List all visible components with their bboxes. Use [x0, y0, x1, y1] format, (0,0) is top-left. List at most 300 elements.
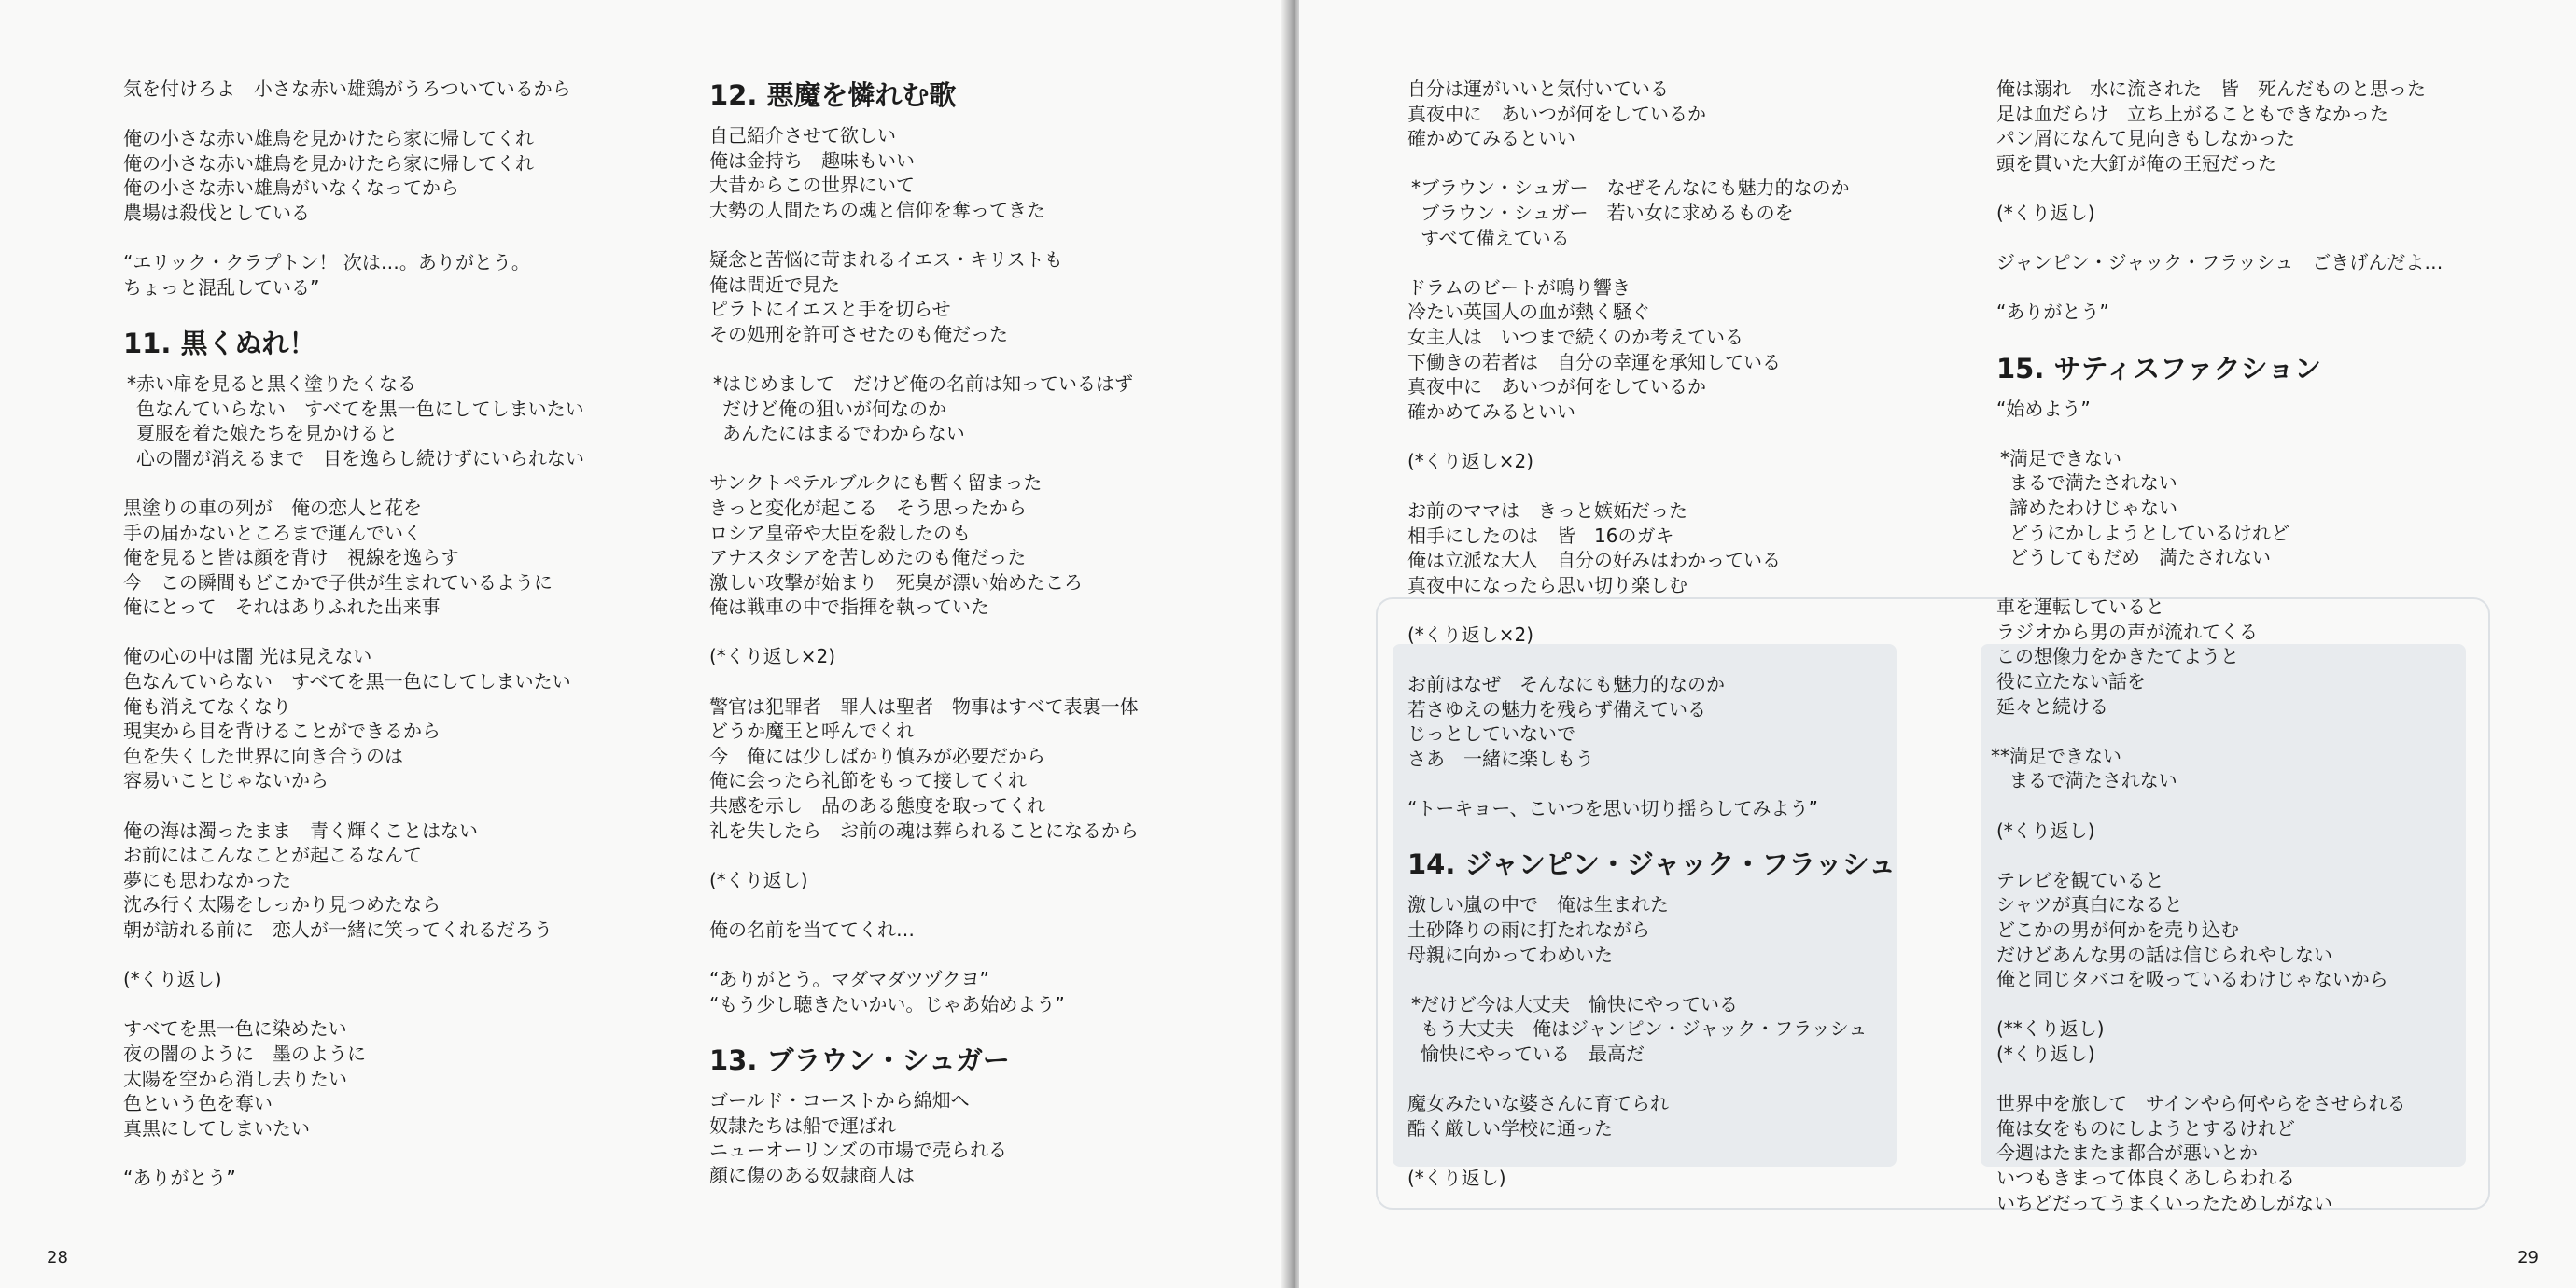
lyric-text: 夏服を着た娘たちを見かけると — [136, 422, 398, 445]
lyric-line — [709, 793, 1269, 819]
lyric-text: サンクトペテルブルクにも暫く留まった — [709, 471, 1043, 495]
lyric-line — [123, 892, 646, 917]
lyric-text: 容易いことじゃないから — [123, 769, 329, 792]
lyric-line — [1407, 1091, 1967, 1116]
lyric-text: 真黒にしてしまいたい — [123, 1116, 310, 1140]
lyric-text: 現実から目を背けることができるから — [123, 720, 441, 743]
lyric-text: どうにかしようとしているけれど — [2009, 521, 2289, 544]
lyric-text: すべてを黒一色に染めたい — [123, 1017, 347, 1041]
lyric-text: 俺の海は濁ったまま 青く輝くことはない — [123, 819, 478, 842]
lyric-line — [722, 397, 1269, 422]
lyric-text: 下働きの若者は 自分の幸運を承知している — [1407, 350, 1781, 373]
lyric-text: 俺を見ると皆は顔を背け 視線を逸らす — [123, 546, 459, 569]
stanza-gap — [1407, 424, 1967, 449]
lyric-text: “エリック・クラプトン！ 次は…。ありがとう。 — [123, 251, 530, 274]
lyric-line — [123, 917, 646, 943]
lyric-line — [1407, 275, 1967, 301]
lyric-text: 俺は溺れ 水に流された 皆 死んだものと思った — [1996, 77, 2426, 100]
stanza-gap — [1407, 250, 1967, 275]
lyric-line — [709, 198, 1269, 223]
lyric-line — [1407, 573, 1967, 598]
lyric-text: いつもきまって体良くあしらわれる — [1996, 1166, 2295, 1189]
lyric-line — [123, 1091, 646, 1116]
lyric-line — [1996, 1016, 2547, 1042]
lyric-text: その処刑を許可させたのも俺だった — [709, 322, 1008, 345]
lyric-line — [123, 768, 646, 793]
lyric-line — [1407, 300, 1967, 325]
lyric-line — [1996, 917, 2547, 943]
lyric-text: 確かめてみるといい — [1407, 399, 1575, 423]
lyric-text: 真夜中になったら思い切り楽しむ — [1407, 573, 1687, 596]
lyric-line — [1421, 1016, 1967, 1042]
lyric-text: ブラウン・シュガー 若い女に求めるものを — [1421, 201, 1794, 224]
lyric-line — [123, 496, 646, 521]
stanza-gap — [123, 226, 646, 251]
lyric-text: “トーキョー、こいつを思い切り揺らしてみよう” — [1407, 797, 1818, 820]
lyric-line — [1407, 325, 1967, 350]
chorus-marker: ** — [1991, 744, 2009, 767]
lyric-line — [123, 967, 646, 992]
stanza-gap — [1407, 1141, 1967, 1166]
lyric-text: 奴隷たちは船で運ばれ — [709, 1113, 896, 1137]
lyric-text: 酷く厳しい学校に通った — [1407, 1116, 1613, 1140]
lyric-text: 共感を示し 品のある態度を取ってくれ — [709, 794, 1045, 818]
lyric-text: 大勢の人間たちの魂と信仰を奪ってきた — [709, 198, 1045, 221]
lyric-line — [709, 1088, 1269, 1113]
lyric-text: さあ 一緒に楽しもう — [1407, 748, 1594, 771]
stanza-gap — [709, 346, 1269, 371]
lyric-line — [123, 175, 646, 201]
lyric-line — [1407, 102, 1967, 127]
lyric-line — [1407, 747, 1967, 772]
lyric-text: 相手にしたのは 皆 16のガキ — [1407, 524, 1674, 547]
lyric-text: 朝が訪れる前に 恋人が一緒に笑ってくれるだろう — [123, 918, 553, 941]
lyric-text: 色を失くした世界に向き合うのは — [123, 744, 403, 767]
chorus-marker: * — [1411, 992, 1421, 1015]
lyric-line — [1407, 350, 1967, 375]
lyric-line — [1407, 672, 1967, 697]
column-3 — [1407, 77, 1967, 1191]
lyric-line — [1421, 226, 1967, 251]
lyric-text: 俺の名前を当ててくれ… — [709, 918, 915, 941]
lyric-line — [709, 868, 1269, 893]
lyric-line — [123, 644, 646, 669]
lyric-line — [1407, 77, 1967, 102]
lyric-line — [709, 967, 1269, 992]
lyric-line — [709, 719, 1269, 744]
lyric-text: 俺の心の中は闇 光は見えない — [123, 645, 372, 668]
lyric-line — [2009, 768, 2547, 793]
lyric-text: 冷たい英国人の血が熱く騒ぐ — [1407, 301, 1650, 324]
lyric-line — [2000, 446, 2547, 471]
lyric-line — [123, 521, 646, 546]
lyric-text: (*くり返し) — [123, 968, 222, 991]
lyric-line — [2009, 545, 2547, 570]
lyric-text: “ありがとう。マダマダツヅクヨ” — [709, 968, 989, 991]
stanza-gap — [1996, 793, 2547, 819]
lyric-line — [1996, 201, 2547, 226]
lyric-line — [1996, 397, 2547, 422]
lyric-text: 俺は戦車の中で指揮を執っていた — [709, 595, 989, 619]
lyric-text: 満足できない — [2009, 446, 2121, 469]
lyric-text: (**くり返し) — [1996, 1017, 2105, 1041]
stanza-gap — [709, 843, 1269, 868]
lyric-line — [123, 77, 646, 102]
lyric-text: この想像力をかきたてようと — [1996, 645, 2239, 668]
stanza-gap — [123, 793, 646, 819]
stanza-gap — [123, 620, 646, 645]
lyric-text: 俺は女をものにしようとするけれど — [1996, 1116, 2295, 1140]
right-page — [1299, 0, 2576, 1288]
lyric-line — [1996, 943, 2547, 968]
lyric-line — [709, 992, 1269, 1017]
lyric-text: パン屑になんて見向きもしなかった — [1996, 127, 2295, 150]
song-title: 14. ジャンピン・ジャック・フラッシュ — [1407, 848, 1897, 881]
lyric-text: 俺の小さな赤い雄鳥を見かけたら家に帰してくれ — [123, 151, 534, 175]
lyric-line — [709, 470, 1269, 496]
lyric-line — [123, 545, 646, 570]
lyric-line — [1996, 868, 2547, 893]
lyric-text: 俺も消えてなくなり — [123, 694, 291, 718]
lyric-text: 頭を貫いた大釘が俺の王冠だった — [1996, 151, 2276, 175]
stanza-gap — [1996, 275, 2547, 301]
lyric-line — [722, 421, 1269, 446]
lyric-text: (*くり返し) — [1996, 1042, 2095, 1065]
lyric-text: 警官は犯罪者 罪人は聖者 物事はすべて表裏一体 — [709, 694, 1139, 718]
song-title: 13. ブラウン・シュガー — [709, 1043, 1010, 1076]
lyric-text: (*くり返し) — [1996, 819, 2095, 842]
lyric-text: 俺に会ったら礼節をもって接してくれ — [709, 769, 1027, 792]
lyric-text: 太陽を空から消し去りたい — [123, 1067, 347, 1090]
lyric-line — [709, 1163, 1269, 1188]
stanza-gap — [123, 470, 646, 496]
lyric-text: 沈み行く太陽をしっかり見つめたなら — [123, 893, 441, 917]
lyric-line — [709, 148, 1269, 174]
lyric-text: 俺は立派な大人 自分の好みはわかっている — [1407, 549, 1781, 572]
lyric-line — [123, 1116, 646, 1141]
lyric-text: いちどだってうまくいったためしがない — [1996, 1191, 2332, 1214]
lyric-text: 母親に向かってわめいた — [1407, 943, 1613, 966]
lyric-text: “始めよう” — [1996, 397, 2091, 420]
lyric-line — [1996, 1091, 2547, 1116]
stanza-gap — [709, 446, 1269, 471]
lyric-line — [2009, 496, 2547, 521]
lyric-text: 自己紹介させて欲しい — [709, 124, 896, 147]
lyric-text: 手の届かないところまで運んでいく — [123, 521, 422, 544]
stanza-gap — [1407, 474, 1967, 499]
lyric-line — [1996, 126, 2547, 151]
lyric-text: テレビを観ていると — [1996, 868, 2164, 891]
lyric-text: ジャンピン・ジャック・フラッシュ ごきげんだよ… — [1996, 251, 2443, 274]
lyric-text: アナスタシアを苦しめたのも俺だった — [709, 546, 1027, 569]
stanza-gap — [1996, 1067, 2547, 1092]
lyric-text: 諦めたわけじゃない — [2009, 496, 2177, 519]
lyric-text: (*くり返し×2) — [1407, 449, 1534, 472]
song-title: 12. 悪魔を憐れむ歌 — [709, 79, 957, 111]
lyric-line — [1407, 623, 1967, 648]
lyric-line — [709, 768, 1269, 793]
lyric-line — [2009, 521, 2547, 546]
lyric-text: 俺にとって それはありふれた出来事 — [123, 595, 441, 619]
lyric-text: 顔に傷のある奴隷商人は — [709, 1163, 915, 1186]
lyric-line — [1407, 374, 1967, 399]
stanza-gap — [123, 300, 646, 325]
lyric-line — [1996, 892, 2547, 917]
lyric-line — [1407, 449, 1967, 474]
lyric-text: 満足できない — [2009, 744, 2121, 767]
lyric-line — [713, 371, 1269, 397]
lyric-text: ブラウン・シュガー なぜそんなにも魅力的なのか — [1421, 176, 1850, 200]
lyric-text: 黒塗りの車の列が 俺の恋人と花を — [123, 496, 422, 519]
lyric-text: 世界中を旅して サインやら何やらをさせられる — [1996, 1092, 2406, 1115]
lyric-text: 若さゆえの魅力を残らず備えている — [1407, 697, 1706, 721]
lyric-text: 土砂降りの雨に打たれながら — [1407, 918, 1650, 941]
column-4 — [1991, 77, 2547, 1215]
stanza-gap — [1996, 421, 2547, 446]
lyric-line — [709, 496, 1269, 521]
lyric-text: (*くり返し) — [709, 868, 808, 891]
lyric-line — [1421, 1042, 1967, 1067]
lyric-text: 礼を失したら お前の魂は葬られることになるから — [709, 819, 1139, 842]
lyric-line — [1407, 796, 1967, 821]
song-title: 15. サティスファクション — [1996, 352, 2321, 385]
lyric-line — [1996, 620, 2547, 645]
lyric-line — [136, 446, 646, 471]
lyric-text: 気を付けろよ 小さな赤い雄鶏がうろついているから — [123, 77, 571, 100]
lyric-line — [1996, 1116, 2547, 1141]
stanza-gap — [1407, 821, 1967, 847]
stanza-gap — [1996, 992, 2547, 1017]
page-number-left: 28 — [47, 1248, 68, 1267]
lyric-text: 今週はたまたま都合が悪いとか — [1996, 1141, 2258, 1165]
lyric-line — [136, 421, 646, 446]
lyric-line — [709, 694, 1269, 720]
lyric-text: 真夜中に あいつが何をしているか — [1407, 102, 1706, 125]
chorus-marker: * — [127, 371, 136, 395]
lyric-text: “もう少し聴きたいかい。じゃあ始めよう” — [709, 992, 1065, 1015]
lyric-line — [1407, 498, 1967, 524]
lyric-line — [1996, 595, 2547, 620]
lyric-text: まるで満たされない — [2009, 769, 2177, 792]
stanza-gap — [1996, 570, 2547, 595]
lyric-line — [123, 275, 646, 301]
lyric-text: 俺の小さな赤い雄鳥がいなくなってから — [123, 176, 459, 200]
lyric-line — [123, 669, 646, 694]
lyric-text: 魔女みたいな婆さんに育てられ — [1407, 1092, 1669, 1115]
lyric-text: 今 俺には少しばかり慎みが必要だから — [709, 744, 1045, 767]
lyric-text: ラジオから男の声が流れてくる — [1996, 620, 2258, 643]
lyric-text: じっとしていないで — [1407, 722, 1575, 746]
lyric-text: ピラトにイエスと手を切らせ — [709, 298, 951, 321]
lyric-text: だけど今は大丈夫 愉快にやっている — [1421, 992, 1738, 1015]
lyric-line — [123, 1016, 646, 1042]
stanza-gap — [1407, 151, 1967, 176]
lyric-line — [709, 247, 1269, 273]
lyric-line — [123, 570, 646, 595]
stanza-gap — [1996, 226, 2547, 251]
lyric-line — [123, 595, 646, 620]
lyric-text: ゴールド・コーストから綿畑へ — [709, 1088, 970, 1112]
page-number-right: 29 — [2517, 1248, 2539, 1267]
lyric-line — [1996, 102, 2547, 127]
lyric-line — [709, 595, 1269, 620]
lyric-text: もう大丈夫 俺はジャンピン・ジャック・フラッシュ — [1421, 1017, 1868, 1041]
lyric-text: 車を運転していると — [1996, 595, 2164, 619]
lyric-text: (*くり返し) — [1996, 201, 2095, 224]
lyric-text: 足は血だらけ 立ち上がることもできなかった — [1996, 102, 2388, 125]
lyric-line — [1996, 151, 2547, 176]
lyric-line — [127, 371, 646, 397]
stanza-gap — [123, 102, 646, 127]
lyric-line — [123, 250, 646, 275]
lyric-text: ちょっと混乱している” — [123, 275, 320, 299]
stanza-gap — [123, 1141, 646, 1166]
lyric-line — [123, 719, 646, 744]
lyric-text: 夜の闇のように 墨のように — [123, 1042, 366, 1065]
lyric-line — [1407, 721, 1967, 747]
lyric-text: 女主人は いつまで続くのか考えている — [1407, 325, 1743, 348]
lyric-line — [1421, 201, 1967, 226]
lyric-text: 色という色を奪い — [123, 1092, 273, 1115]
chorus-marker: * — [713, 371, 722, 395]
lyric-text: だけど俺の狙いが何なのか — [722, 397, 946, 420]
lyric-line — [1996, 967, 2547, 992]
lyric-line — [1407, 943, 1967, 968]
lyric-text: “ありがとう” — [123, 1166, 236, 1189]
lyric-line — [1996, 819, 2547, 844]
lyric-line — [709, 521, 1269, 546]
lyric-line — [1411, 175, 1967, 201]
lyric-text: まるで満たされない — [2009, 471, 2177, 495]
lyric-text: ニューオーリンズの市場で売られる — [709, 1139, 1007, 1162]
lyric-line — [1991, 744, 2547, 769]
stanza-gap — [709, 943, 1269, 968]
lyric-text: ロシア皇帝や大臣を殺したのも — [709, 521, 971, 544]
lyric-line — [1407, 917, 1967, 943]
lyric-text: 激しい攻撃が始まり 死臭が漂い始めたころ — [709, 570, 1083, 594]
chorus-marker: * — [2000, 446, 2009, 469]
lyric-line — [709, 297, 1269, 322]
lyric-line — [709, 570, 1269, 595]
stanza-gap — [1407, 1067, 1967, 1092]
lyric-text: 俺の小さな赤い雄鳥を見かけたら家に帰してくれ — [123, 127, 534, 150]
lyric-text: シャツが真白になると — [1996, 893, 2183, 917]
lyric-line — [709, 644, 1269, 669]
lyric-line — [1407, 1166, 1967, 1191]
lyric-text: 赤い扉を見ると黒く塗りたくなる — [136, 371, 416, 395]
stanza-gap — [1407, 772, 1967, 797]
lyric-line — [1407, 1116, 1967, 1141]
lyric-line — [709, 917, 1269, 943]
lyric-line — [1407, 892, 1967, 917]
stanza-gap — [1996, 719, 2547, 744]
lyric-text: 愉快にやっている 最高だ — [1421, 1042, 1645, 1065]
lyric-text: 俺と同じタバコを吸っているわけじゃないから — [1996, 968, 2388, 991]
lyric-line — [709, 819, 1269, 844]
stanza-gap — [1407, 648, 1967, 673]
lyric-text: (*くり返し) — [1407, 1166, 1506, 1189]
lyric-text: 大昔からこの世界にいて — [709, 174, 915, 197]
lyric-text: 延々と続ける — [1996, 694, 2108, 718]
lyric-text: すべて備えている — [1421, 226, 1570, 249]
lyric-text: きっと変化が起こる そう思ったから — [709, 496, 1027, 519]
lyric-line — [1407, 548, 1967, 573]
lyric-line — [709, 744, 1269, 769]
lyric-text: 心の闇が消えるまで 目を逸らし続けずにいられない — [136, 446, 584, 469]
lyric-text: 役に立たない話を — [1996, 670, 2146, 693]
lyric-text: 夢にも思わなかった — [123, 868, 291, 891]
lyric-line — [1407, 697, 1967, 722]
lyric-text: お前はなぜ そんなにも魅力的なのか — [1407, 673, 1725, 696]
lyric-line — [1996, 300, 2547, 325]
lyric-text: 確かめてみるといい — [1407, 127, 1575, 150]
lyric-line — [1407, 524, 1967, 549]
lyric-line — [1411, 992, 1967, 1017]
lyric-text: 今 この瞬間もどこかで子供が生まれているように — [123, 570, 553, 594]
lyric-line — [1996, 250, 2547, 275]
lyric-line — [123, 819, 646, 844]
lyric-text: どこかの男が何かを売り込む — [1996, 918, 2239, 941]
lyric-line — [709, 1113, 1269, 1139]
lyric-text: 色なんていらない すべてを黒一色にしてしまいたい — [136, 397, 584, 420]
lyric-text: お前のママは きっと嫉妬だった — [1407, 499, 1687, 523]
lyric-line — [1996, 669, 2547, 694]
lyric-line — [1996, 77, 2547, 102]
stanza-gap — [1996, 175, 2547, 201]
lyric-line — [709, 273, 1269, 298]
lyric-line — [1996, 1042, 2547, 1067]
lyric-line — [123, 151, 646, 176]
lyric-line — [123, 1067, 646, 1092]
lyric-line — [1996, 644, 2547, 669]
lyric-text: (*くり返し×2) — [1407, 623, 1534, 647]
lyric-text: 俺は間近で見た — [709, 273, 840, 296]
lyric-line — [709, 322, 1269, 347]
lyric-line — [123, 201, 646, 226]
stanza-gap — [709, 222, 1269, 247]
lyric-text: はじめまして だけど俺の名前は知っているはず — [722, 371, 1133, 395]
lyric-line — [709, 173, 1269, 198]
stanza-gap — [1407, 597, 1967, 623]
chorus-marker: * — [1411, 176, 1421, 200]
lyric-line — [1996, 1191, 2547, 1216]
lyric-line — [1407, 126, 1967, 151]
left-page — [0, 0, 1286, 1288]
lyric-line — [123, 843, 646, 868]
lyric-text: 疑念と苦悩に苛まれるイエス・キリストも — [709, 247, 1063, 271]
lyric-text: (*くり返し×2) — [709, 645, 836, 668]
lyric-text: 激しい嵐の中で 俺は生まれた — [1407, 893, 1669, 917]
stanza-gap — [1996, 325, 2547, 350]
lyric-text: どうか魔王と呼んでくれ — [709, 720, 915, 743]
stanza-gap — [709, 620, 1269, 645]
lyric-line — [136, 397, 646, 422]
lyric-line — [1996, 1166, 2547, 1191]
column-1 — [123, 77, 646, 1191]
lyric-text: ドラムのビートが鳴り響き — [1407, 275, 1631, 299]
lyric-text: 色なんていらない すべてを黒一色にしてしまいたい — [123, 670, 571, 693]
lyric-line — [1407, 399, 1967, 425]
lyric-line — [709, 123, 1269, 148]
lyric-line — [123, 868, 646, 893]
lyric-line — [1996, 694, 2547, 720]
lyric-text: あんたにはまるでわからない — [722, 422, 965, 445]
lyric-line — [709, 545, 1269, 570]
stanza-gap — [709, 669, 1269, 694]
lyric-text: どうしてもだめ 満たされない — [2009, 546, 2271, 569]
stanza-gap — [1996, 843, 2547, 868]
stanza-gap — [123, 943, 646, 968]
